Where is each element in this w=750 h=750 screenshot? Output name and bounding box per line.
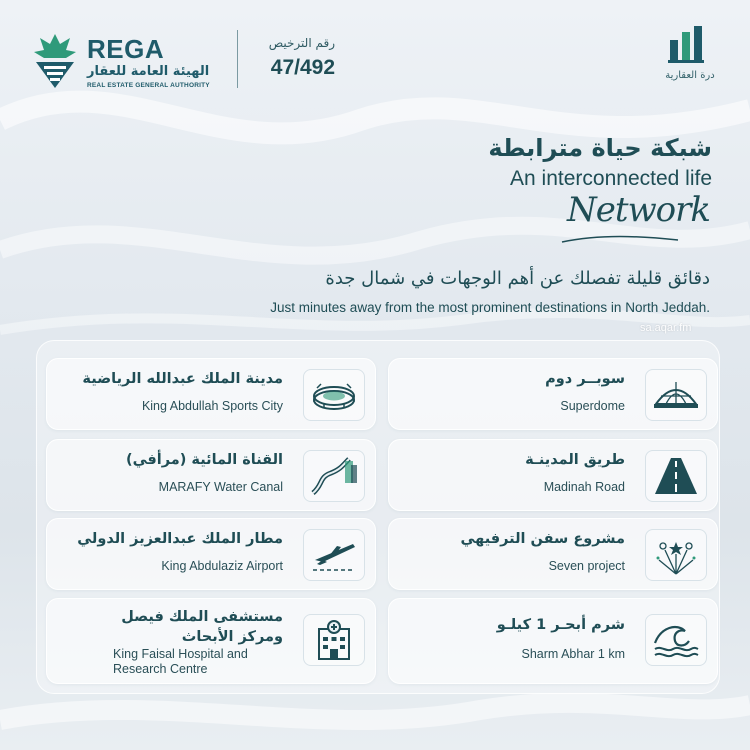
destination-arabic: مستشفى الملك فيصل ومركز الأبحاث: [121, 609, 283, 645]
destination-english: Sharm Abhar 1 km: [521, 647, 625, 661]
fireworks-icon: [645, 529, 707, 581]
destination-arabic: مشروع سفن الترفيهي: [460, 531, 625, 547]
rega-emblem-icon: [30, 30, 80, 92]
destination-english: MARAFY Water Canal: [158, 480, 283, 494]
durra-logo: [650, 22, 730, 92]
destination-english: Seven project: [548, 559, 625, 573]
destination-card-seven: [388, 518, 718, 590]
destination-card-sharm-abhar: [388, 598, 718, 684]
rega-latin-name: REGA: [87, 34, 165, 64]
destination-card-superdome: [388, 358, 718, 430]
dome-icon: [645, 369, 707, 421]
destination-arabic: مدينة الملك عبدالله الرياضية: [82, 371, 283, 387]
subtitle-arabic: دقائق قليلة تفصلك عن أهم الوجهات في شمال جدة: [325, 268, 710, 289]
destination-english: King Faisal Hospital and Research Centre: [113, 647, 248, 676]
hospital-icon: [303, 614, 365, 666]
destination-english: Madinah Road: [543, 480, 625, 494]
destination-card-sports-city: [46, 358, 376, 430]
rega-arabic-name: الهيئة العامة للعقار: [87, 64, 210, 79]
wave-icon: [645, 614, 707, 666]
license-label: رقم الترخيص: [268, 36, 335, 50]
destination-arabic: طريق المدينـة: [525, 452, 625, 468]
script-underline: [560, 232, 680, 246]
destination-card-airport: [46, 518, 376, 590]
destination-card-hospital: [46, 598, 376, 684]
title-script: Network: [567, 190, 710, 230]
destination-english: King Abdulaziz Airport: [161, 559, 283, 573]
stadium-icon: [303, 369, 365, 421]
header-divider: [237, 30, 238, 88]
road-icon: [645, 450, 707, 502]
subtitle-english: Just minutes away from the most prominent destinations in North Jeddah.: [270, 300, 710, 315]
title-arabic: شبكة حياة مترابطة: [488, 134, 712, 162]
destination-arabic: شرم أبحـر 1 كيلـو: [496, 617, 625, 633]
title-english: An interconnected life: [510, 167, 712, 190]
destination-english: King Abdullah Sports City: [141, 399, 283, 413]
durra-emblem-icon: [666, 22, 708, 64]
airplane-icon: [303, 529, 365, 581]
canal-icon: [303, 450, 365, 502]
durra-name: درة العقارية: [665, 70, 715, 81]
watermark: sa.aqar.fm: [640, 322, 692, 334]
license-number: 47/492: [270, 56, 335, 79]
destination-arabic: القناة المائية (مرأفي): [126, 452, 283, 468]
rega-logo: [30, 30, 240, 92]
destination-english: Superdome: [560, 399, 625, 413]
destination-card-water-canal: [46, 439, 376, 511]
destination-arabic: سوبــر دوم: [545, 371, 625, 387]
destination-arabic: مطار الملك عبدالعزيز الدولي: [77, 531, 283, 547]
destination-card-madinah-road: [388, 439, 718, 511]
rega-english-name: REAL ESTATE GENERAL AUTHORITY: [87, 82, 210, 89]
